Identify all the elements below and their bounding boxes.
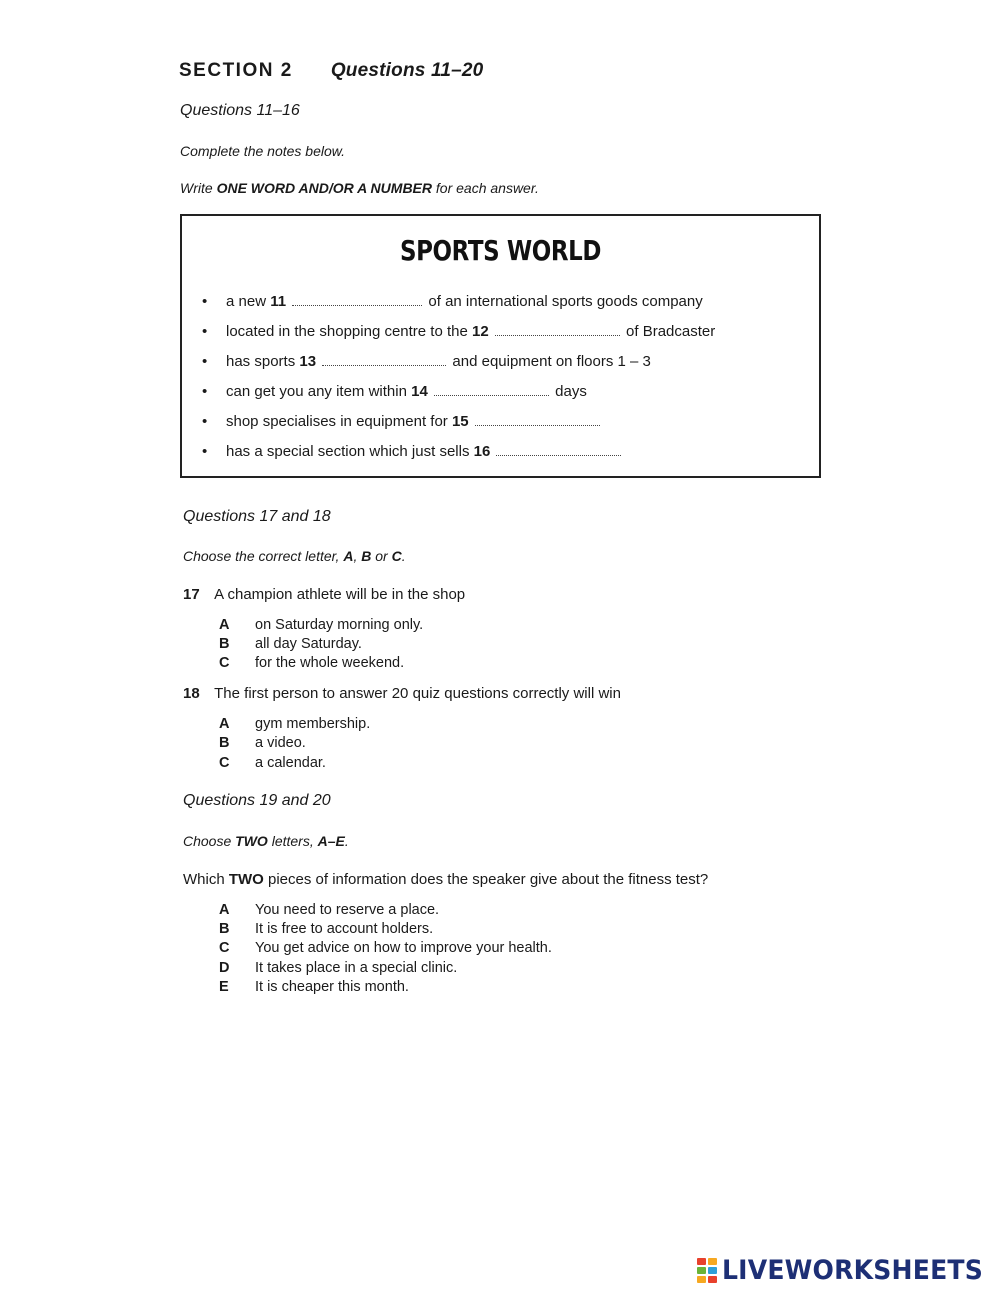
option-letter: A: [219, 716, 230, 732]
option-text: You get advice on how to improve your health.: [255, 940, 552, 956]
question-18: [183, 685, 621, 703]
question-number: 11: [270, 293, 287, 310]
option-17-b[interactable]: [219, 636, 362, 652]
section-header: [179, 60, 483, 82]
bullet-icon: •: [202, 353, 208, 370]
answer-blank-13[interactable]: [322, 354, 446, 366]
question-text: Which: [183, 871, 229, 888]
option-letter: B: [219, 636, 230, 652]
question-number: 12: [472, 323, 489, 340]
part2-instruction: [183, 548, 406, 564]
option-text: You need to reserve a place.: [255, 902, 440, 918]
note-text: days: [550, 383, 587, 400]
bullet-icon: •: [202, 293, 208, 310]
questions-range: Questions 11–20: [330, 60, 484, 81]
question-number: 16: [473, 443, 491, 460]
note-text: has a special section which just sells: [226, 443, 474, 460]
option-text: for the whole weekend.: [255, 655, 405, 671]
section-label: SECTION 2: [179, 60, 293, 81]
bullet-icon: •: [202, 413, 208, 430]
note-item: [202, 443, 623, 460]
note-item: [202, 323, 715, 340]
answer-blank-14[interactable]: [434, 384, 549, 396]
question-number: 18: [183, 685, 200, 702]
option-letter: A: [219, 902, 230, 918]
note-text: shop specialises in equipment for: [226, 413, 452, 430]
question-number: 17: [183, 586, 200, 603]
note-text: has sports: [226, 353, 300, 370]
option-text: on Saturday morning only.: [255, 617, 424, 633]
option-text: gym membership.: [255, 716, 371, 732]
option-letter: B: [219, 735, 230, 751]
option-letter: A: [219, 617, 230, 633]
question-text: pieces of information does the speaker give about the fitness test?: [263, 871, 709, 888]
notes-box: [180, 214, 821, 478]
instruction-text: .: [401, 548, 406, 564]
option-17-c[interactable]: [219, 655, 404, 671]
question-19-20: [183, 871, 708, 888]
option-letter: C: [219, 755, 230, 771]
instruction-text: Write: [180, 180, 217, 196]
instruction-bold: TWO: [235, 833, 268, 849]
liveworksheets-text: LIVEWORKSHEETS: [722, 1255, 983, 1286]
option-letter: E: [219, 979, 229, 995]
note-text: of an international sports goods company: [424, 293, 703, 310]
bullet-icon: •: [202, 323, 208, 340]
option-letter: C: [219, 655, 230, 671]
liveworksheets-grid-icon: [697, 1258, 719, 1284]
note-text: can get you any item within: [226, 383, 412, 400]
instruction-bold: A–E: [317, 833, 345, 849]
answer-blank-16[interactable]: [496, 444, 621, 456]
part1-heading: Questions 11–16: [180, 102, 300, 119]
option-text: It is cheaper this month.: [255, 979, 409, 995]
option-text: a calendar.: [255, 755, 326, 771]
note-item: [202, 383, 587, 400]
option-text: a video.: [255, 735, 306, 751]
question-number: 13: [299, 353, 317, 370]
option-17-a[interactable]: [219, 617, 423, 633]
note-text: located in the shopping centre to the: [226, 323, 473, 340]
question-number: 14: [411, 383, 428, 400]
option-19-a[interactable]: [219, 902, 439, 918]
option-18-c[interactable]: [219, 755, 326, 771]
instruction-text: ,: [353, 548, 362, 564]
option-letter: B: [219, 921, 230, 937]
option-19-c[interactable]: [219, 940, 552, 956]
note-item: [202, 293, 703, 310]
note-item: [202, 413, 602, 430]
bullet-icon: •: [202, 443, 208, 460]
note-text: and equipment on floors 1 – 3: [448, 353, 651, 370]
question-bold: TWO: [228, 871, 264, 888]
part3-instruction: [183, 833, 349, 849]
note-text: a new: [226, 293, 271, 310]
part3-heading: Questions 19 and 20: [183, 792, 331, 809]
question-17: [183, 586, 465, 604]
question-text: A champion athlete will be in the shop: [214, 586, 466, 603]
option-19-b[interactable]: [219, 921, 433, 937]
option-letter: D: [219, 960, 230, 976]
answer-blank-12[interactable]: [495, 324, 620, 336]
instruction-text: or: [371, 548, 392, 564]
note-item: [202, 353, 651, 370]
instruction-text: Choose: [183, 833, 236, 849]
notes-title: SPORTS WORLD: [399, 234, 602, 267]
option-text: It is free to account holders.: [255, 921, 434, 937]
instruction-text: Choose the correct letter,: [183, 548, 344, 564]
answer-blank-15[interactable]: [475, 414, 600, 426]
instruction-text: .: [344, 833, 349, 849]
question-number: 15: [451, 413, 469, 430]
instruction-text: for each answer.: [432, 180, 539, 196]
bullet-icon: •: [202, 383, 208, 400]
option-text: all day Saturday.: [255, 636, 362, 652]
instruction-bold: C: [391, 548, 402, 564]
instruction-bold: A: [343, 548, 354, 564]
instruction-bold: B: [361, 548, 372, 564]
option-18-a[interactable]: [219, 716, 370, 732]
instruction-bold: ONE WORD AND/OR A NUMBER: [216, 180, 432, 196]
liveworksheets-logo[interactable]: [697, 1255, 1000, 1285]
answer-blank-11[interactable]: [292, 294, 422, 306]
instruction-text: letters,: [267, 833, 318, 849]
question-text: The first person to answer 20 quiz questions correctly will win: [214, 685, 621, 702]
part1-instruction: Complete the notes below.: [180, 143, 345, 159]
part2-heading: Questions 17 and 18: [183, 508, 331, 525]
part1-word-limit: [180, 180, 539, 196]
option-text: It takes place in a special clinic.: [255, 960, 458, 976]
note-text: of Bradcaster: [621, 323, 716, 340]
option-letter: C: [219, 940, 230, 956]
option-19-e[interactable]: [219, 979, 409, 995]
option-18-b[interactable]: [219, 735, 306, 751]
option-19-d[interactable]: [219, 960, 457, 976]
